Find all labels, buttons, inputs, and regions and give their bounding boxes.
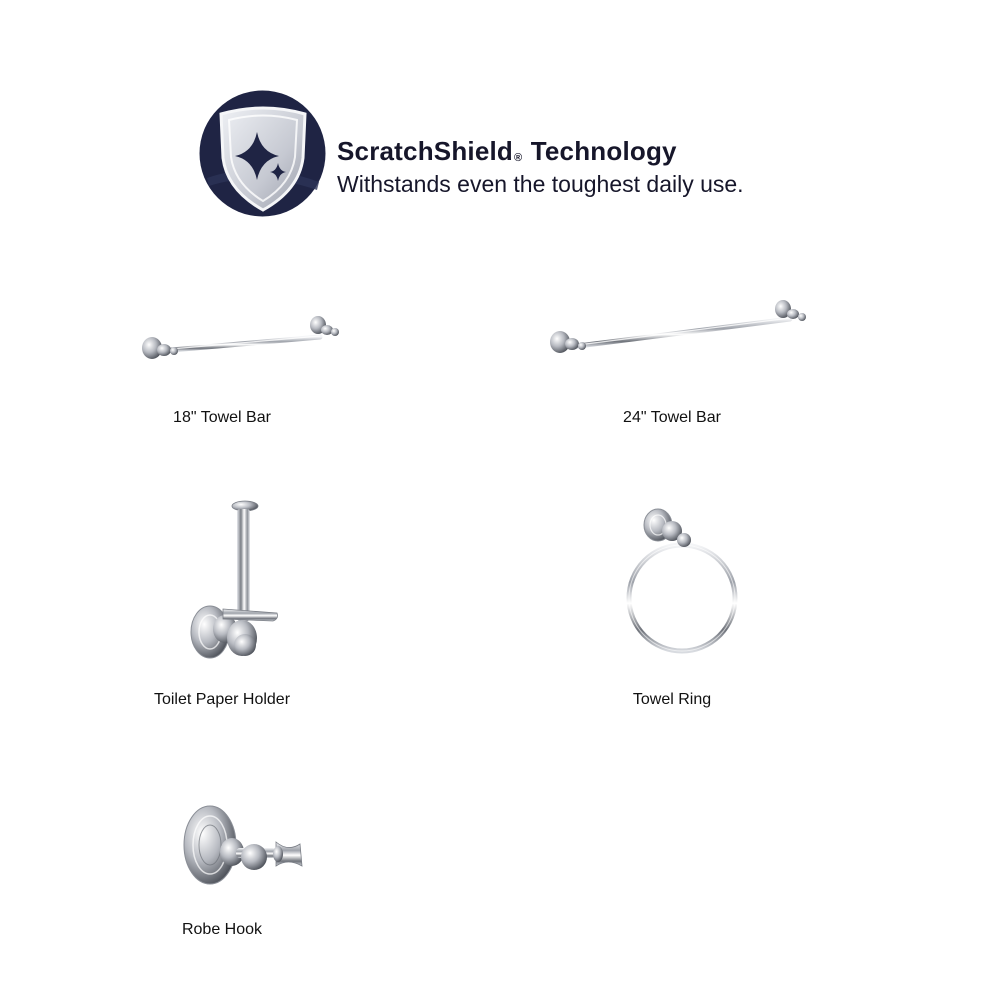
- product-towel-bar-24: [540, 295, 815, 365]
- label-towel-bar-18: 18" Towel Bar: [173, 409, 271, 426]
- toilet-paper-holder-icon: [185, 495, 285, 665]
- towel-bar-24-icon: [540, 295, 815, 365]
- product-robe-hook: [180, 800, 310, 890]
- product-towel-bar-18: [130, 310, 345, 370]
- product-toilet-paper-holder: [185, 495, 285, 665]
- scratchshield-shield-sparkle-icon: [199, 90, 326, 217]
- label-towel-bar-24: 24" Towel Bar: [623, 409, 721, 426]
- label-toilet-paper-holder: Toilet Paper Holder: [153, 691, 291, 708]
- feature-headline: [337, 136, 677, 167]
- headline-brand: ScratchShield: [337, 136, 513, 166]
- feature-subline: Withstands even the toughest daily use.: [337, 171, 744, 197]
- towel-bar-18-icon: [130, 310, 345, 370]
- scratchshield-badge: [199, 90, 326, 217]
- label-towel-ring: Towel Ring: [632, 691, 712, 708]
- product-towel-ring: [622, 505, 742, 665]
- headline-rest: Technology: [523, 136, 677, 166]
- towel-ring-icon: [622, 505, 742, 665]
- robe-hook-icon: [180, 800, 310, 890]
- label-robe-hook: Robe Hook: [181, 921, 263, 938]
- registered-mark: ®: [514, 152, 523, 164]
